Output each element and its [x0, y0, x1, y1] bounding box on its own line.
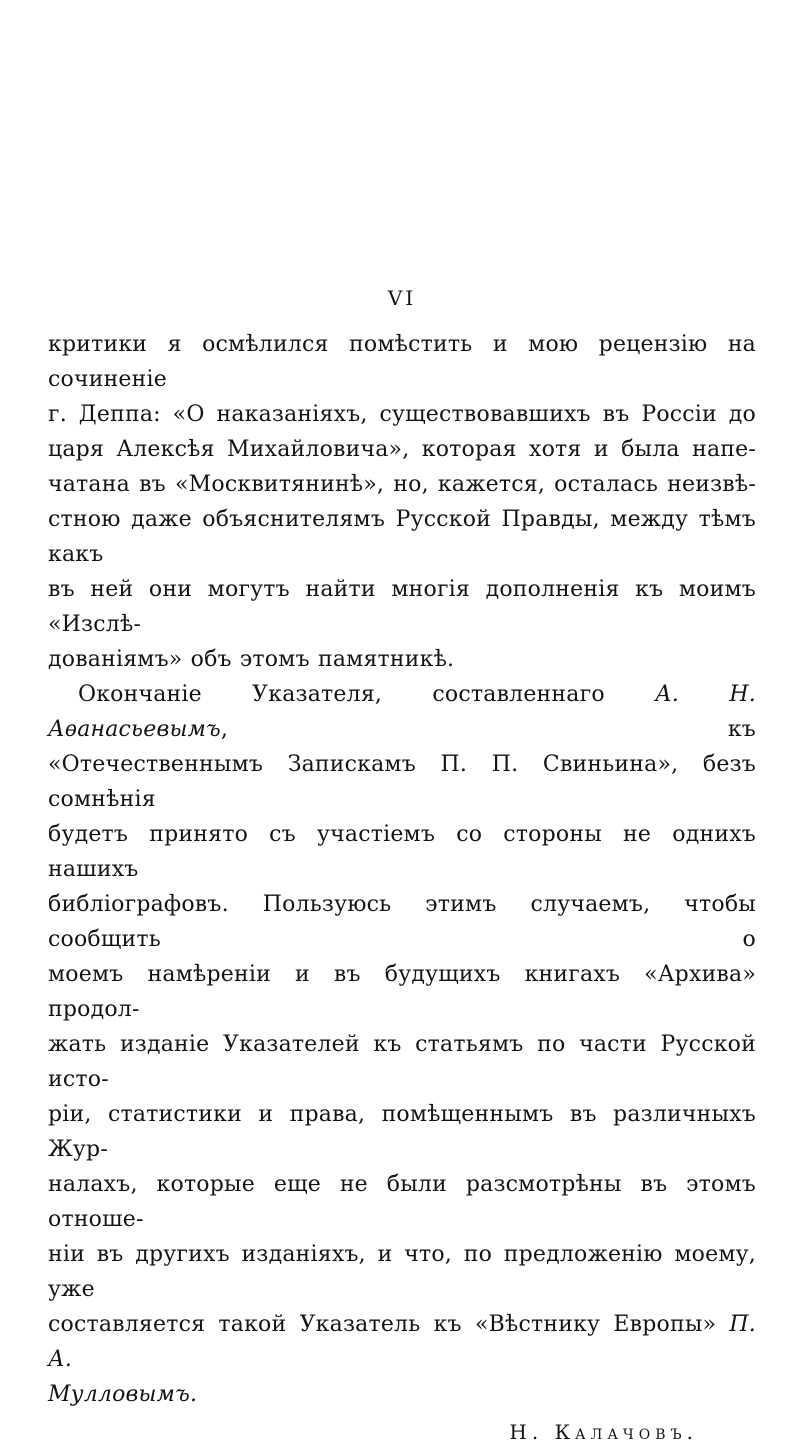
text-segment: будетъ принято съ участіемъ со стороны не однихъ нашихъ — [48, 822, 756, 882]
page-number: VI — [387, 286, 417, 310]
italic-text-segment: А. Н. Аѳанасьевымъ — [48, 682, 756, 742]
text-segment: библіографовъ. Пользуюсь этимъ случаемъ, чтобы сообщить о — [48, 892, 756, 952]
text-line — [48, 1097, 756, 1167]
text-segment: ніи въ другихъ изданіяхъ, и что, по предложенію моему, уже — [48, 1242, 756, 1302]
text-line — [48, 502, 756, 572]
text-line — [48, 327, 756, 397]
text-line — [48, 747, 756, 817]
text-line — [48, 1027, 756, 1097]
text-line — [48, 817, 756, 887]
text-line — [48, 1237, 756, 1307]
text-segment: Окончаніе Указателя, составленнаго — [78, 682, 656, 707]
text-segment: въ ней они могутъ найти многія дополненія къ моимъ «Изслѣ- — [48, 577, 756, 637]
text-line — [48, 1377, 756, 1412]
text-line — [48, 467, 756, 502]
text-line — [48, 677, 756, 747]
text-line — [48, 1167, 756, 1237]
italic-text-segment: Мулловымъ. — [48, 1382, 198, 1407]
italic-text-segment: П. А. — [48, 1312, 756, 1372]
text-segment: стною даже объяснителямъ Русской Правды, между тѣмъ какъ — [48, 507, 756, 567]
author-signature: Н. Калачовъ. — [509, 1420, 698, 1444]
text-segment: жать изданіе Указателей къ статьямъ по части Русской исто- — [48, 1032, 756, 1092]
text-line — [48, 572, 756, 642]
text-block — [48, 327, 756, 1412]
text-segment: «Отечественнымъ Запискамъ П. П. Свиньина», безъ сомнѣнія — [48, 752, 756, 812]
text-line — [48, 432, 756, 467]
text-segment: ріи, статистики и права, помѣщеннымъ въ различныхъ Жур- — [48, 1102, 756, 1162]
text-segment: чатана въ «Москвитянинѣ», но, кажется, осталась неизвѣ- — [48, 472, 756, 497]
text-line — [48, 887, 756, 957]
text-segment: критики я осмѣлился помѣстить и мою рецензію на сочиненіе — [48, 332, 756, 392]
text-segment: налахъ, которые еще не были разсмотрѣны въ этомъ отноше- — [48, 1172, 756, 1232]
text-segment: царя Алексѣя Михайловича», которая хотя и была напе- — [48, 437, 756, 462]
text-segment: дованіямъ» объ этомъ памятникѣ. — [48, 647, 455, 672]
text-segment: моемъ намѣреніи и въ будущихъ книгахъ «Архива» продол- — [48, 962, 756, 1022]
text-line — [48, 642, 756, 677]
text-line — [48, 397, 756, 432]
text-segment: , къ — [220, 717, 756, 742]
paragraph — [48, 677, 756, 1412]
text-segment: г. Деппа: «О наказаніяхъ, существовавшихъ въ Россіи до — [48, 402, 756, 427]
text-line — [48, 957, 756, 1027]
text-segment: составляется такой Указатель къ «Вѣстнику Европы» — [48, 1312, 730, 1337]
paragraph — [48, 327, 756, 677]
text-line — [48, 1307, 756, 1377]
